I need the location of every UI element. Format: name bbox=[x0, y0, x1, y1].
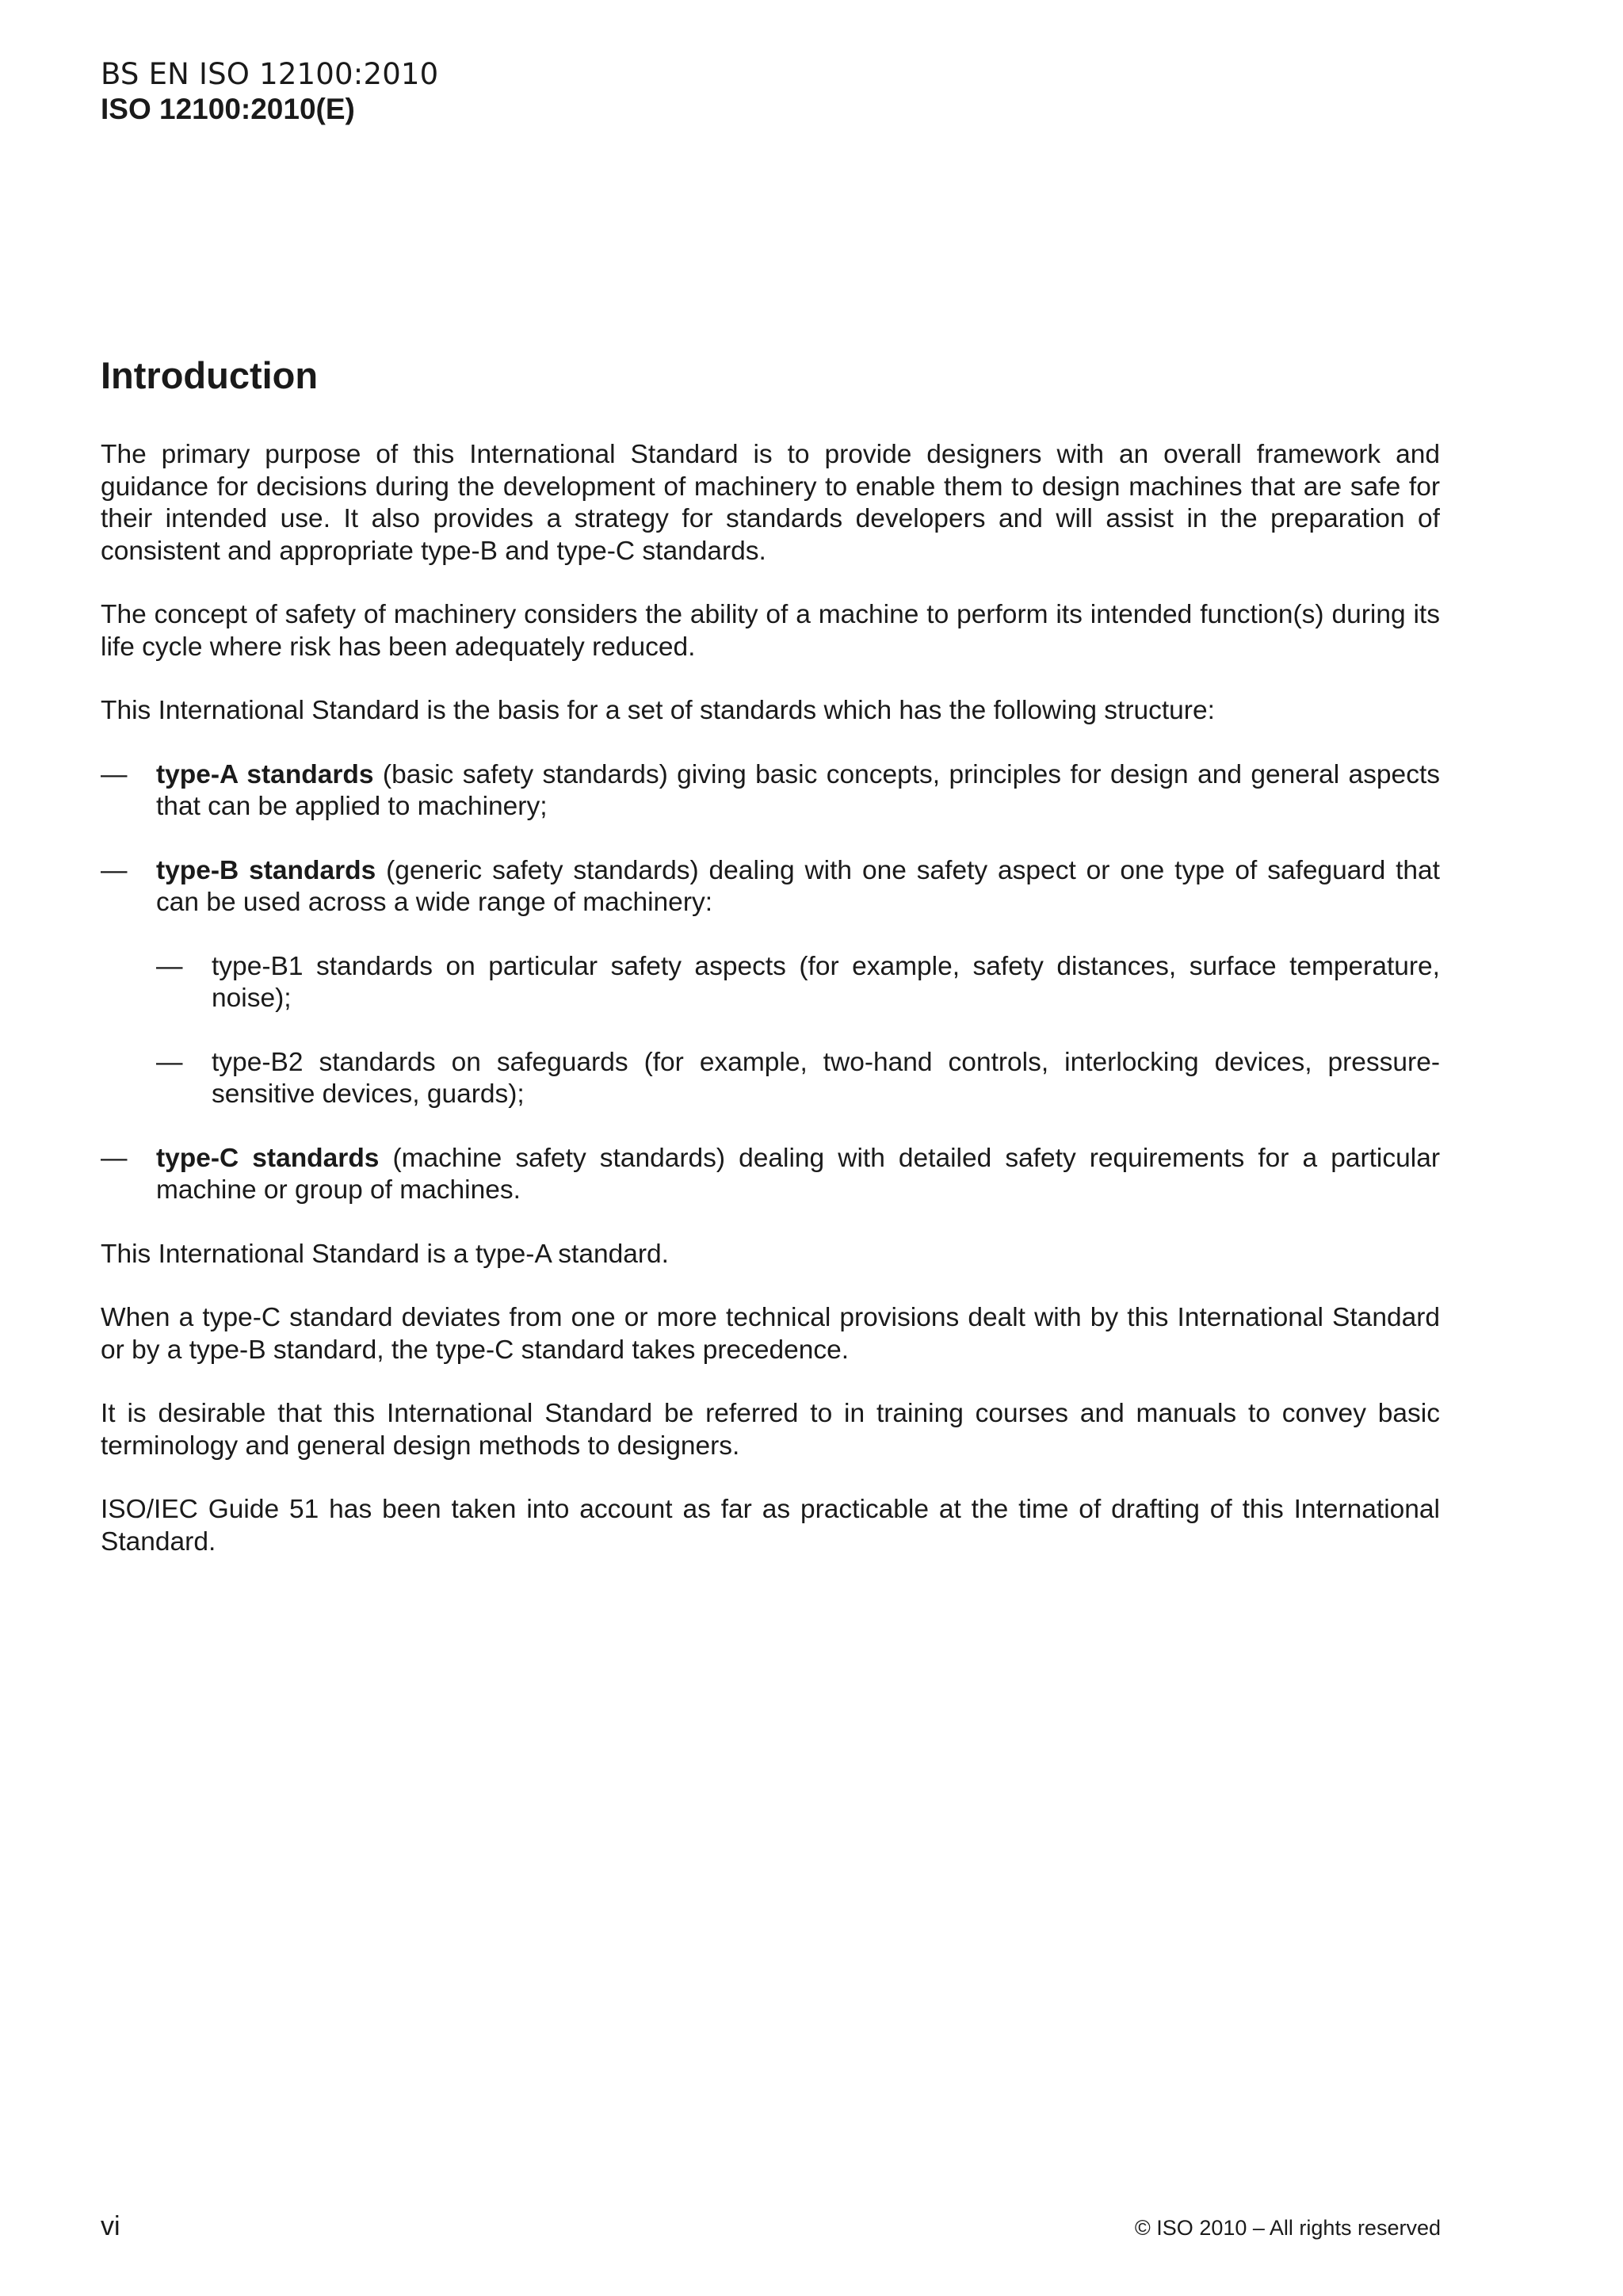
bs-standard-number: BS EN ISO 12100:2010 bbox=[101, 57, 439, 91]
paragraph-training: It is desirable that this International Standard be referred to in training courses and manuals to convey basic terminology and general design methods to designers. bbox=[101, 1399, 1440, 1461]
paragraph-guide-51: ISO/IEC Guide 51 has been taken into account as far as practicable at the time of drafting of this International Standard. bbox=[101, 1495, 1440, 1557]
paragraph-precedence: When a type-C standard deviates from one or more technical provisions dealt with by this International Standard or by a type-B standard, the type-C standard takes precedence. bbox=[101, 1303, 1440, 1365]
list-item-type-b bbox=[101, 855, 1440, 919]
page-content bbox=[101, 353, 1440, 1590]
desc-type-a: (basic safety standards) giving basic concepts, principles for design and general aspects that can be applied to machinery; bbox=[156, 759, 1440, 821]
term-type-c: type-C standards bbox=[156, 1143, 380, 1173]
paragraph-type-a-statement: This International Standard is a type-A standard. bbox=[101, 1239, 669, 1269]
list-item-type-b2 bbox=[101, 1047, 1440, 1111]
desc-type-b2: type-B2 standards on safeguards (for example, two-hand controls, interlocking devices, pressure-sensitive devices, guards); bbox=[212, 1047, 1440, 1109]
document-header bbox=[101, 57, 438, 127]
desc-type-b: (generic safety standards) dealing with one safety aspect or one type of safeguard that can be used across a wide range of machinery: bbox=[156, 855, 1440, 917]
desc-type-b1: type-B1 standards on particular safety aspects (for example, safety distances, surface temperature, noise); bbox=[212, 951, 1440, 1013]
section-title: Introduction bbox=[101, 354, 319, 396]
list-item-type-c bbox=[101, 1143, 1440, 1207]
term-type-b: type-B standards bbox=[156, 855, 376, 885]
copyright-notice: © ISO 2010 – All rights reserved bbox=[1134, 2216, 1441, 2240]
list-dash: — bbox=[101, 1143, 128, 1173]
desc-type-c: (machine safety standards) dealing with detailed safety requirements for a particular machine or group of machines. bbox=[156, 1143, 1440, 1205]
paragraph-purpose: The primary purpose of this International Standard is to provide designers with an overall framework and guidance for decisions during the development of machinery to enable them to design machines that are safe for their intended use. It also provides a strategy for standards developers and will assist in the preparation of consistent and appropriate type-B and type-C standards. bbox=[101, 440, 1440, 566]
iso-standard-number: ISO 12100:2010(E) bbox=[101, 93, 355, 125]
paragraph-structure-intro: This International Standard is the basis for a set of standards which has the following structure: bbox=[101, 696, 1215, 725]
list-item-type-a bbox=[101, 759, 1440, 823]
list-dash: — bbox=[101, 855, 128, 885]
list-dash: — bbox=[101, 759, 128, 789]
paragraph-concept: The concept of safety of machinery considers the ability of a machine to perform its intended function(s) during its life cycle where risk has been adequately reduced. bbox=[101, 600, 1440, 662]
list-dash: — bbox=[156, 1047, 183, 1077]
page-number: vi bbox=[101, 2211, 120, 2241]
list-dash: — bbox=[156, 951, 183, 981]
term-type-a: type-A standards bbox=[156, 759, 374, 789]
list-item-type-b1 bbox=[101, 951, 1440, 1015]
